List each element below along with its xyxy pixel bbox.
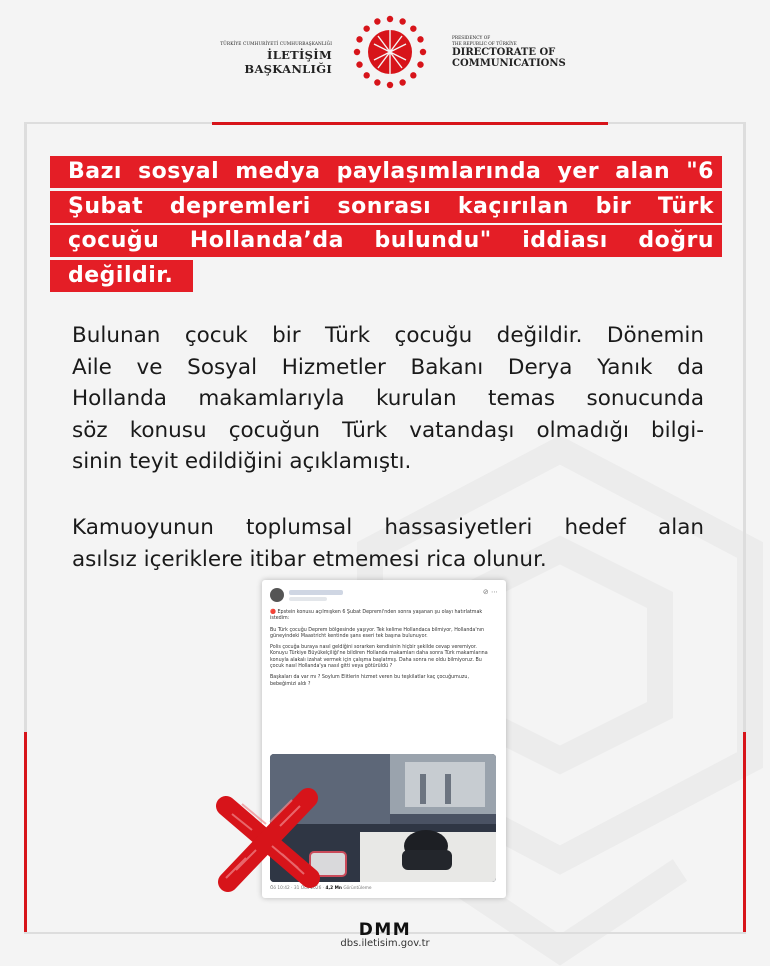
tweet-avatar [270,588,284,602]
tweet-author-name-blurred [289,590,343,595]
false-claim-x-icon [212,784,324,894]
seal-star [417,61,423,67]
seal-star [417,36,423,42]
footer-url: dbs.iletisim.gov.tr [340,938,430,949]
body-line: sinin teyit edildiğini açıklamıştı. [72,449,412,474]
seal-star [399,18,405,24]
header-left-text [190,42,332,76]
header-right-text [452,36,592,69]
body-line: Kamuoyunun toplumsal hassasiyetleri hedef alan [72,515,704,540]
seal-star [374,18,380,24]
seal-star [363,25,369,31]
tweet-time: Öö 10:42 · 31 Oca 2026 · [270,886,325,891]
seal-star [420,49,426,55]
card-left-border-grey [24,122,27,732]
header-right-title-1: DIRECTORATE OF [452,47,556,59]
header-left-title: İLETİŞİM BAŞKANLIĞI [244,48,332,76]
tweet-paragraph: Bu Türk çocuğu Deprem bölgesinde yaşıyor. Tek kelime Hollandaca bilmiyor, Hollanda'nın güneyindeki Maastricht kentinde şans eseri tek başına bulunuyor. [270,627,485,639]
header-right-subtitle-2: THE REPUBLIC OF TÜRKİYE [452,41,517,47]
body-line: Hollanda makamlarıyla kurulan temas sonucunda [72,386,704,411]
header-left-subtitle: TÜRKİYE CUMHURİYETİ CUMHURBAŞKANLIĞI [220,42,332,47]
body-line: Aile ve Sosyal Hizmetler Bakanı Derya Yanık da [72,354,704,380]
headline-line: Şubat depremleri sonrası kaçırılan bir Türk [50,191,722,223]
seal-star [387,16,393,22]
seal-star [410,72,416,78]
seal-logo-icon [350,12,430,92]
seal-star [410,25,416,31]
tweet-paragraph: Polis çocuğa buraya nasıl geldiğini sorarken kendisinin hiçbir şekilde cevap veremiyor. Konuyu Türkiye Büyükelçiliği'ne bildiren Hollanda makamları daha sonra Türk makamlarına konuyla alakalı izahat vermek için çalışma başlatmış. Daha sonra ne oldu bilmiyoruz. Bu çocuk nasıl Hollanda'ya nasıl gitti veya götürüldü ? [270,645,488,670]
body-paragraph-1 [72,320,704,478]
more-options-icon: ⊘ ⋯ [482,588,498,596]
seal-star [399,79,405,85]
header-right-title-2: COMMUNICATIONS [452,58,566,70]
seal-star [363,72,369,78]
card-right-border-grey [743,122,746,732]
seal-star [356,61,362,67]
body-paragraph-2 [72,512,704,575]
body-line: asılsız içeriklere itibar etmemesi rica olunur. [72,546,547,572]
headline-line: Bazı sosyal medya paylaşımlarında yer alan "6 [50,156,722,188]
headline [50,156,722,294]
dmm-logo-text: DMM [358,920,412,940]
seal-star [354,49,360,55]
tweet-views-label: Görüntüleme [343,886,372,891]
body-line: söz konusu çocuğun Türk vatandaşı olmadığı bilgi- [72,417,704,443]
header [0,0,770,110]
headline-line: değildir. [50,260,193,292]
seal-star [387,82,393,88]
tweet-paragraph: Başkaları da var mı ? Soylum Elitlerin hizmet veren bu teşkilatlar kaç çocuğumuzu, bebeğimizi aldı ? [270,675,469,687]
card-top-accent [212,122,608,125]
tweet-body [270,610,496,693]
body-line: Bulunan çocuk bir Türk çocuğu değildir. Dönemin [72,323,704,348]
tweet-paragraph: 🔴 Epstein konusu açılmışken 6 Şubat Depremi'nden sonra yaşanan şu olayı hatırlatmak istedim: [270,610,483,622]
tweet-views-count: 4,2 Mn [325,886,342,891]
header-right-subtitle-1: PRESIDENCY OF [452,36,491,41]
tweet-author-handle-blurred [289,597,327,601]
seal-star [374,79,380,85]
headline-line: çocuğu Hollanda’da bulundu" iddiası doğru [50,225,722,257]
seal-star [356,36,362,42]
